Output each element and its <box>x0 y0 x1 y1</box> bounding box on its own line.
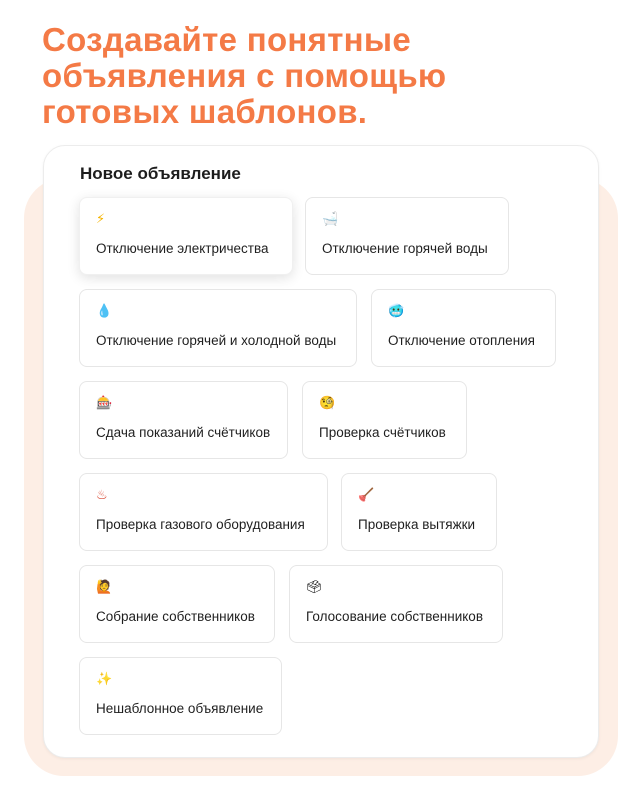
template-label: Проверка вытяжки <box>358 517 476 532</box>
template-label: Проверка газового оборудования <box>96 517 305 532</box>
template-label: Отключение горячей воды <box>322 241 488 256</box>
template-label: Отключение горячей и холодной воды <box>96 333 337 348</box>
headline-line-1: Создавайте понятные <box>42 21 412 58</box>
monocle-face-icon: 🧐 <box>319 396 336 411</box>
template-heating-outage[interactable] <box>371 289 556 367</box>
sparkles-icon: ✨ <box>96 672 113 687</box>
cold-face-icon: 🥶 <box>388 304 405 319</box>
template-owners-voting[interactable] <box>289 565 503 643</box>
template-label: Сдача показаний счётчиков <box>96 425 271 440</box>
lightning-icon: ⚡ <box>96 212 106 227</box>
template-meter-readings[interactable] <box>79 381 288 459</box>
headline-line-2: объявления с помощью <box>42 57 447 94</box>
panel-title: Новое объявление <box>80 164 241 183</box>
vent-icon: 🪠 <box>358 488 375 503</box>
template-meter-check[interactable] <box>302 381 467 459</box>
template-hot-water-outage[interactable] <box>305 197 509 275</box>
ballot-box-icon: 🗳 <box>306 580 323 595</box>
droplet-icon: 💧 <box>96 304 113 319</box>
template-label: Отключение электричества <box>96 241 269 256</box>
template-owners-meeting[interactable] <box>79 565 275 643</box>
new-announcement-panel <box>43 145 599 758</box>
template-vent-check[interactable] <box>341 473 497 551</box>
template-label: Нешаблонное объявление <box>96 701 264 716</box>
raising-hand-icon: 🙋 <box>96 580 113 595</box>
template-label: Проверка счётчиков <box>319 425 446 440</box>
template-label: Собрание собственников <box>96 609 255 624</box>
hot-springs-icon: ♨ <box>96 488 108 503</box>
template-power-outage[interactable] <box>79 197 293 275</box>
template-label: Голосование собственников <box>306 609 483 624</box>
headline <box>42 22 602 130</box>
template-hot-cold-water-outage[interactable] <box>79 289 357 367</box>
template-label: Отключение отопления <box>388 333 535 348</box>
meter-icon: 🎰 <box>96 396 113 411</box>
template-custom-announcement[interactable] <box>79 657 282 735</box>
headline-line-3: готовых шаблонов. <box>42 93 368 130</box>
template-gas-equipment-check[interactable] <box>79 473 328 551</box>
bathtub-icon: 🛁 <box>322 212 339 227</box>
